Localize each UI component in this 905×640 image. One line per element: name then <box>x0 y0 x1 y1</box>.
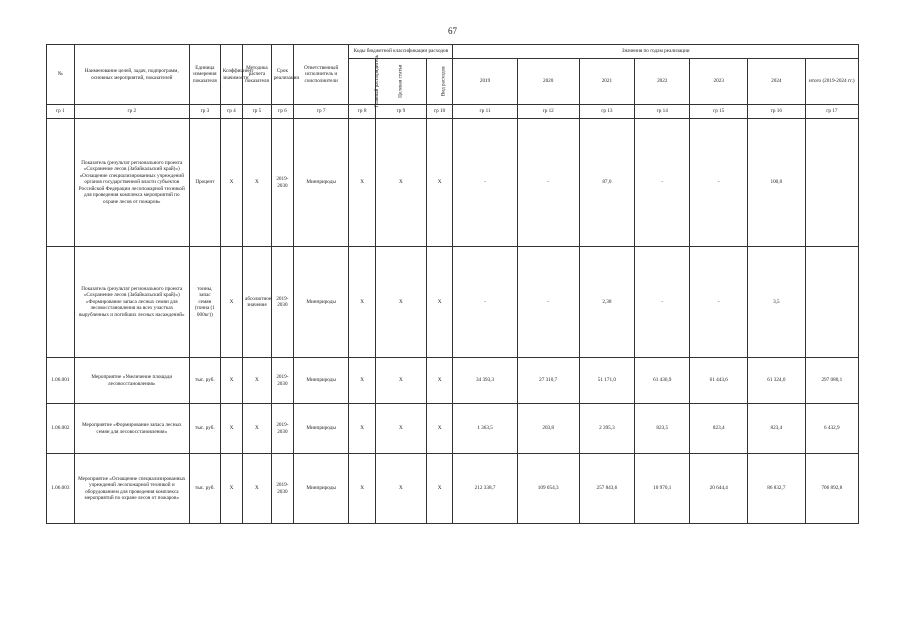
row-no: 1.06.001 <box>47 358 75 404</box>
row-value: - <box>517 247 579 358</box>
row-total <box>805 119 858 247</box>
row-value: 823,4 <box>748 404 806 454</box>
table-row <box>47 358 859 404</box>
row-value: - <box>517 119 579 247</box>
row-executor: Минприроды <box>293 119 348 247</box>
row-term: 2019-2030 <box>271 454 293 524</box>
row-term: 2019-2030 <box>271 119 293 247</box>
header-code-type: Вид расходов <box>426 59 453 105</box>
program-table <box>46 44 859 524</box>
row-value: 51 171,0 <box>579 358 634 404</box>
row-code: Х <box>349 247 376 358</box>
header-year: 2024 <box>748 59 806 105</box>
row-name: Показатель (результат регионального проекта «Сохранение лесов (Забайкальский край)») «Формирование запаса лесных семян для лесовосстановления на всех участках вырубленных и погибших лесных насаждений» <box>74 247 189 358</box>
row-value: 212 338,7 <box>453 454 517 524</box>
row-method: Х <box>243 119 272 247</box>
row-value: 203,8 <box>517 404 579 454</box>
row-name: Мероприятие «Формирование запаса лесных семян для лесовосстановления» <box>74 404 189 454</box>
header-year: 2021 <box>579 59 634 105</box>
table-row <box>47 404 859 454</box>
row-code: Х <box>426 404 453 454</box>
row-value: - <box>690 119 748 247</box>
row-no <box>47 247 75 358</box>
column-number: гр 4 <box>220 105 242 119</box>
row-value: - <box>635 247 690 358</box>
row-value: 86 832,7 <box>748 454 806 524</box>
row-total: 706 892,8 <box>805 454 858 524</box>
row-value: 87,0 <box>579 119 634 247</box>
column-number: гр 10 <box>426 105 453 119</box>
row-value: 823,4 <box>690 404 748 454</box>
row-coef: Х <box>220 454 242 524</box>
row-name: Мероприятие «Оснащение специализированных учреждений лесопожарной техникой и оборудованием для проведения комплекса мероприятий по охране лесов от пожаров» <box>74 454 189 524</box>
row-code: Х <box>426 119 453 247</box>
row-name: Показатель (результат регионального проекта «Сохранение лесов (Забайкальский край)») «Оснащение специализированных учреждений органов государственной власти субъектов Российской Федерации лесопожарной техникой для проведения комплекса мероприятий по охране лесов от пожаров» <box>74 119 189 247</box>
row-code: Х <box>426 454 453 524</box>
row-coef: Х <box>220 404 242 454</box>
column-number: гр 12 <box>517 105 579 119</box>
column-number: гр 2 <box>74 105 189 119</box>
row-value: 61 436,9 <box>635 358 690 404</box>
row-unit: тыс. руб. <box>189 404 220 454</box>
row-unit: тыс. руб. <box>189 358 220 404</box>
table-row <box>47 119 859 247</box>
row-name: Мероприятие «Увеличение площади лесовосстановления» <box>74 358 189 404</box>
column-number: гр 8 <box>349 105 376 119</box>
header-executor: Ответственный исполнитель и соисполнители <box>293 45 348 105</box>
row-executor: Минприроды <box>293 454 348 524</box>
row-term: 2019-2030 <box>271 358 293 404</box>
header-values-group: Значения по годам реализации <box>453 45 859 59</box>
row-value: 100,0 <box>748 119 806 247</box>
row-coef: Х <box>220 247 242 358</box>
row-code: Х <box>375 404 426 454</box>
header-name: Наименование целей, задач, подпрограмм, основных мероприятий, показателей <box>74 45 189 105</box>
row-value: 20 644,4 <box>690 454 748 524</box>
row-no <box>47 119 75 247</box>
row-executor: Минприроды <box>293 358 348 404</box>
column-number: гр 14 <box>635 105 690 119</box>
row-value: - <box>453 247 517 358</box>
row-coef: Х <box>220 358 242 404</box>
row-code: Х <box>375 454 426 524</box>
header-code-program: Целевая статья <box>375 59 426 105</box>
row-unit: Процент <box>189 119 220 247</box>
header-year: 2019 <box>453 59 517 105</box>
row-value: 61 443,6 <box>690 358 748 404</box>
header-total: итого (2019-2024 гг.) <box>805 59 858 105</box>
column-number: гр 3 <box>189 105 220 119</box>
row-method: Х <box>243 454 272 524</box>
row-no: 1.06.003 <box>47 454 75 524</box>
column-number: гр 13 <box>579 105 634 119</box>
page-number: 67 <box>448 26 457 36</box>
row-code: Х <box>349 404 376 454</box>
column-number: гр 15 <box>690 105 748 119</box>
header-coef: Коэффициент значимости <box>220 45 242 105</box>
header-year: 2023 <box>690 59 748 105</box>
row-coef: Х <box>220 119 242 247</box>
column-number: гр 7 <box>293 105 348 119</box>
column-number: гр 6 <box>271 105 293 119</box>
row-code: Х <box>375 119 426 247</box>
row-unit: тонны, запас семян (тонна (1 000кг)) <box>189 247 220 358</box>
column-number: гр 9 <box>375 105 426 119</box>
row-method: абсолютное значение <box>243 247 272 358</box>
row-value: 3,5 <box>748 247 806 358</box>
column-number: гр 16 <box>748 105 806 119</box>
row-value: - <box>453 119 517 247</box>
column-number-row <box>47 105 859 119</box>
row-code: Х <box>349 454 376 524</box>
row-method: Х <box>243 358 272 404</box>
row-unit: тыс. руб. <box>189 454 220 524</box>
column-number: гр 1 <box>47 105 75 119</box>
row-code: Х <box>426 358 453 404</box>
row-value: 34 393,3 <box>453 358 517 404</box>
header-unit: Единица измерения показателя <box>189 45 220 105</box>
row-total: 297 080,1 <box>805 358 858 404</box>
row-value: 2 395,3 <box>579 404 634 454</box>
row-code: Х <box>349 358 376 404</box>
row-value: 61 324,0 <box>748 358 806 404</box>
header-method: Методика расчета показателя <box>243 45 272 105</box>
header-year: 2022 <box>635 59 690 105</box>
row-method: Х <box>243 404 272 454</box>
row-code: Х <box>349 119 376 247</box>
row-value: 1 363,5 <box>453 404 517 454</box>
row-total: 6 432,9 <box>805 404 858 454</box>
row-executor: Минприроды <box>293 404 348 454</box>
column-number: гр 11 <box>453 105 517 119</box>
row-value: 2,38 <box>579 247 634 358</box>
header-codes-group: Коды бюджетной классификации расходов <box>349 45 453 59</box>
header-year: 2020 <box>517 59 579 105</box>
header-code-grbs: Главный распорядитель <box>349 59 376 105</box>
row-executor: Минприроды <box>293 247 348 358</box>
column-number: гр 17 <box>805 105 858 119</box>
row-total <box>805 247 858 358</box>
row-no: 1.06.002 <box>47 404 75 454</box>
row-value: 10 970,1 <box>635 454 690 524</box>
row-value: 27 310,7 <box>517 358 579 404</box>
row-value: 257 843,6 <box>579 454 634 524</box>
row-value: 823,5 <box>635 404 690 454</box>
table-row <box>47 247 859 358</box>
row-value: - <box>635 119 690 247</box>
header-no: № <box>47 45 75 105</box>
row-code: Х <box>426 247 453 358</box>
row-term: 2019-2030 <box>271 404 293 454</box>
row-term: 2019-2030 <box>271 247 293 358</box>
header-term: Срок реализации <box>271 45 293 105</box>
row-value: 109 054,3 <box>517 454 579 524</box>
column-number: гр 5 <box>243 105 272 119</box>
row-code: Х <box>375 247 426 358</box>
row-code: Х <box>375 358 426 404</box>
table-row <box>47 454 859 524</box>
row-value: - <box>690 247 748 358</box>
